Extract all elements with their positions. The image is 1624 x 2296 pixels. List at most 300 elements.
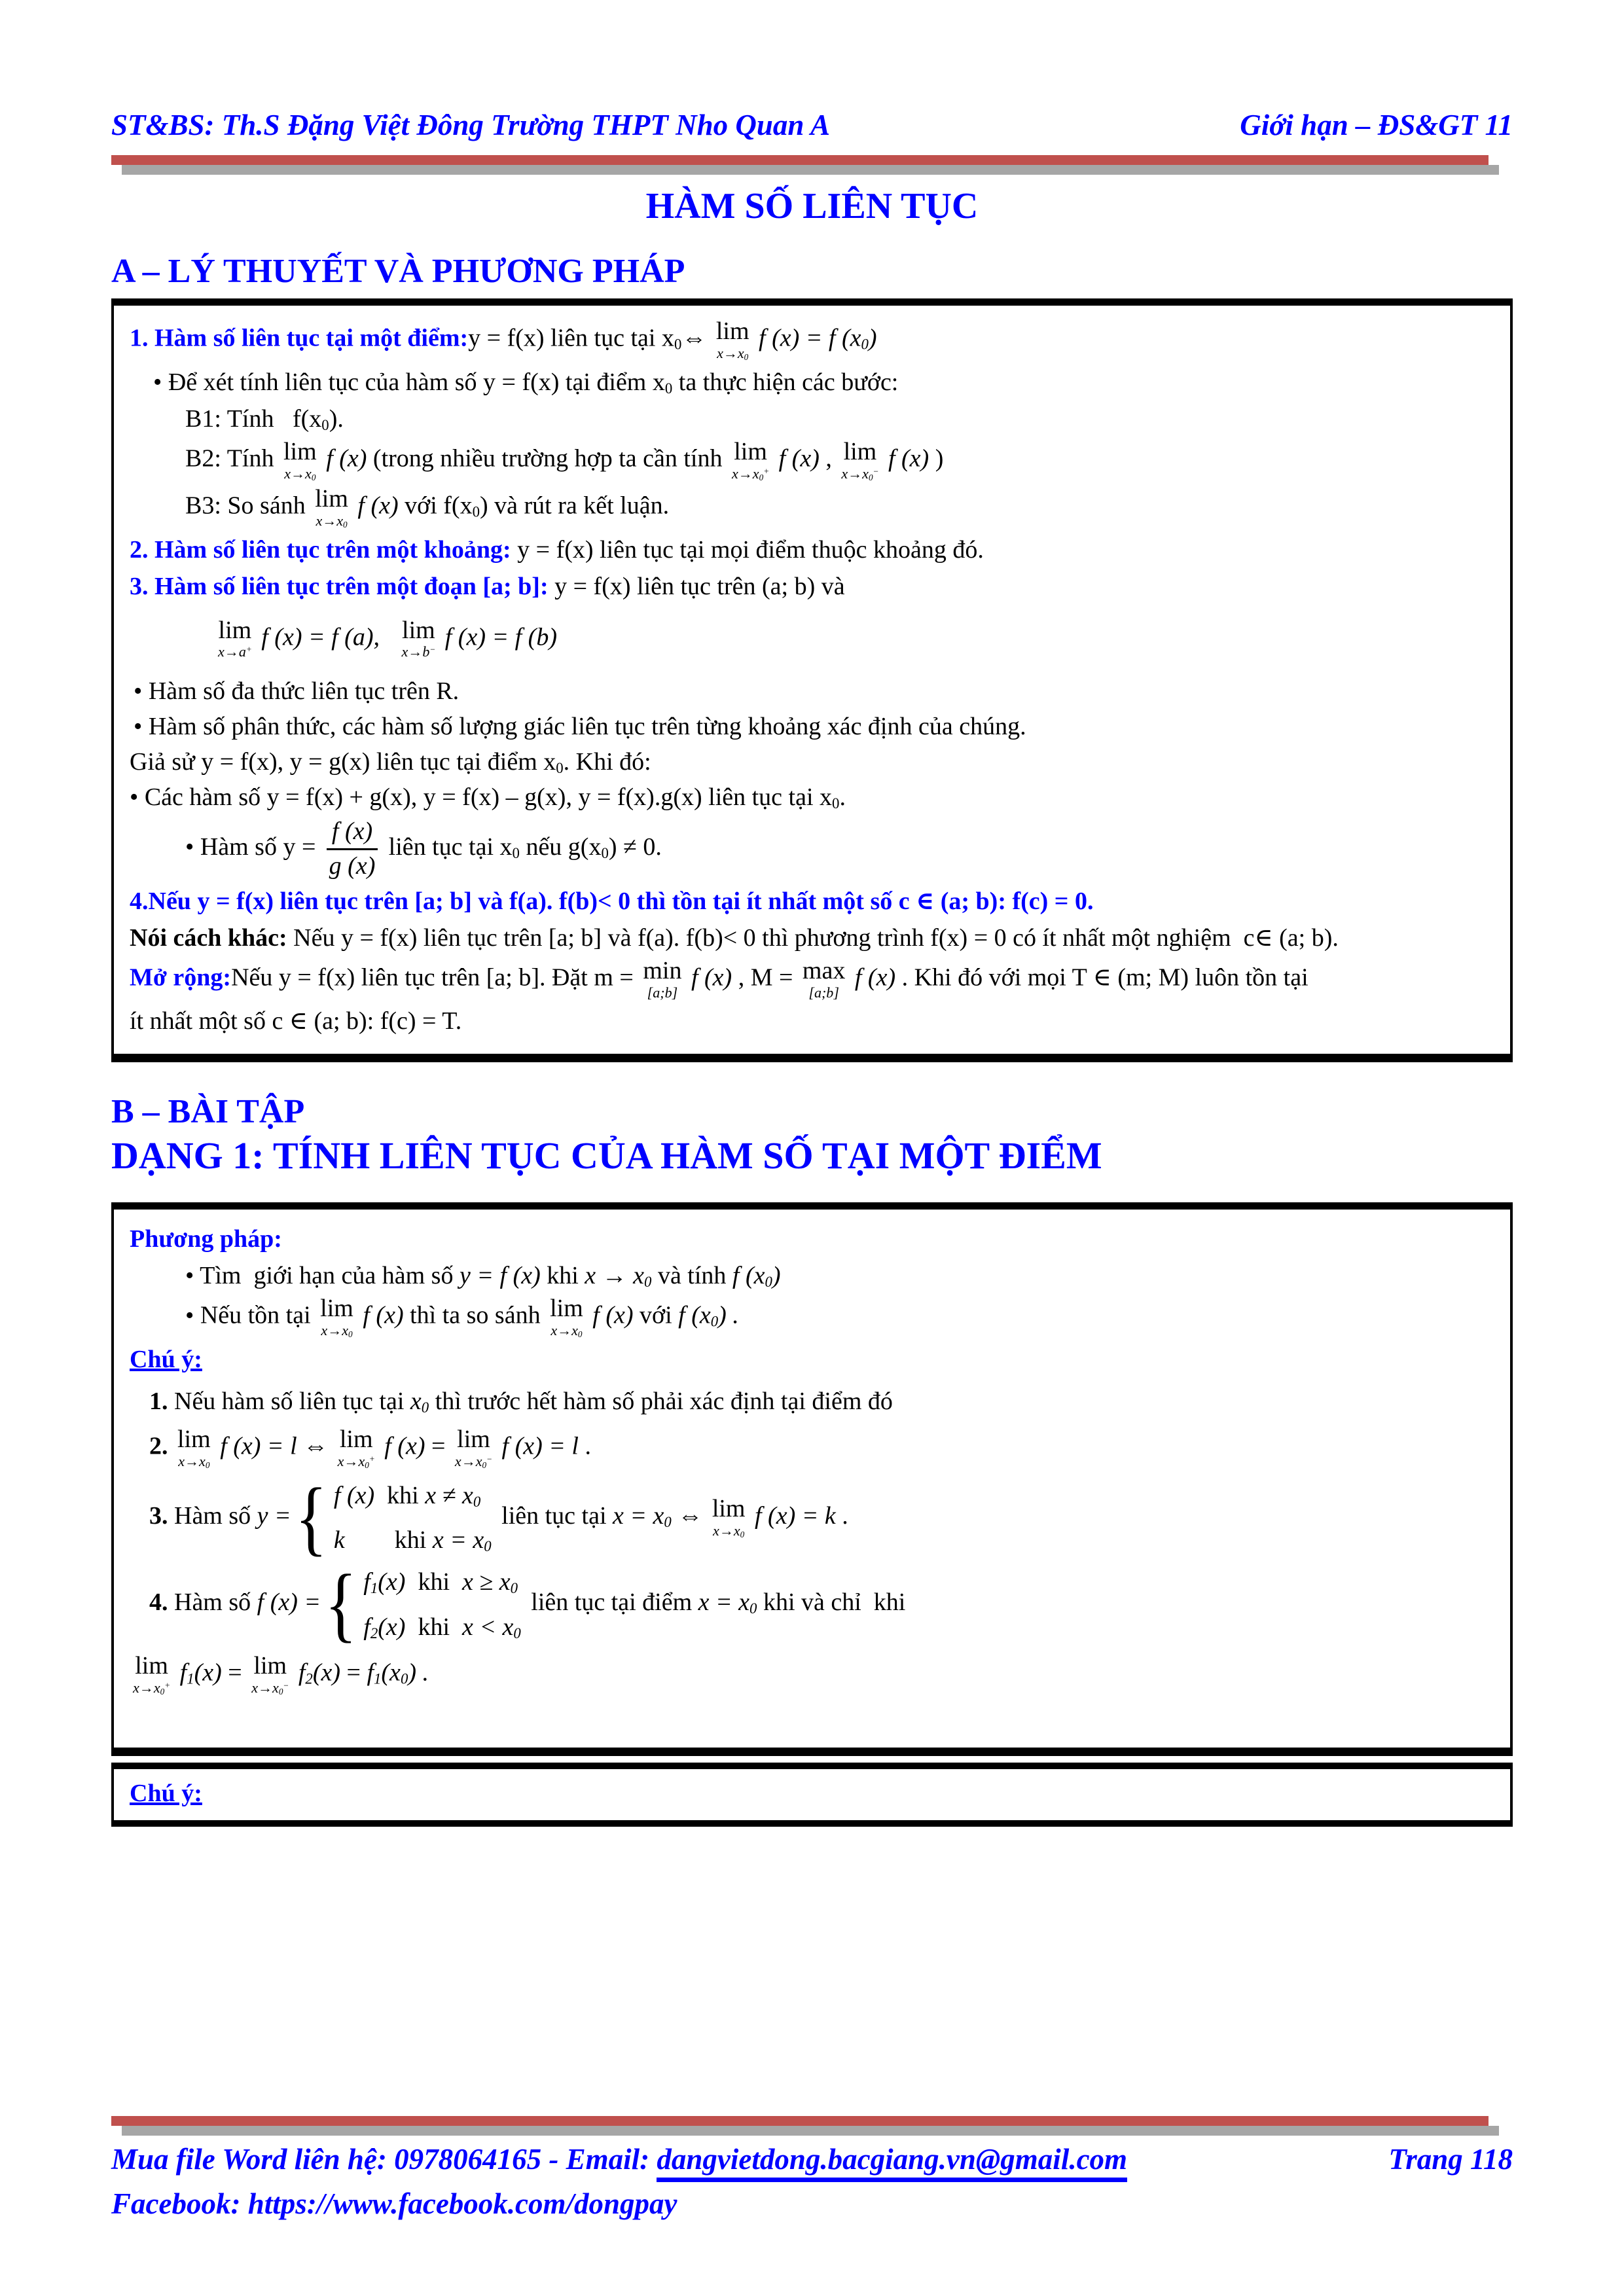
text-run: Phương pháp: [130,1225,282,1253]
text-run: 0 [513,1624,521,1641]
fraction-denominator [329,850,376,881]
text-run: x [284,465,291,482]
text-run: x = x [698,1588,750,1617]
text-run: = [425,1432,452,1460]
text-run: ⇔ [297,1432,334,1460]
text-run: 3. [149,1501,168,1530]
facebook-link[interactable]: https://www.facebook.com/dongpay [247,2187,677,2220]
text-run: b [422,643,430,660]
theory-box [111,298,1513,1062]
text-run: y = f(x) liên tục tại mọi điểm thuộc khoảng đó. [511,536,984,564]
note-box [111,1763,1513,1827]
text-run: 0 [577,1329,583,1339]
operator-under [647,984,678,1001]
text-run: với f(x [398,492,473,520]
dang1-heading: DẠNG 1: TÍNH LIÊN TỤC CỦA HÀM SỐ TẠI MỘT ĐIỂM [111,1134,1102,1177]
operator-under [808,984,839,1001]
text-run: + [369,1454,375,1464]
operator-word: lim [734,438,767,466]
text-run: f [292,1659,306,1687]
text-run: Nói cách khác: [130,924,287,952]
text-run: ) [929,445,944,473]
text-run: 4.Nếu y = f(x) liên tục trên [a; b] và f(a). f(b)< 0 thì tồn tại ít nhất một số c ∈ (a; b): f(c) = 0. [130,887,1094,915]
text-run: 2 [370,1624,378,1641]
cases-row [363,1566,521,1598]
operator-under [402,643,436,660]
text-line [149,1558,1494,1651]
text-line [130,885,1494,918]
text-line [130,1343,1494,1376]
text-run: f (x) = l [496,1432,579,1460]
math-operator [716,319,749,362]
text-run: − [486,1454,493,1464]
text-run: khi [344,1526,433,1554]
text-run: f (x) [586,1301,634,1329]
text-line [134,675,1494,708]
email-link[interactable]: dangvietdong.bacgiang.vn@gmail.com [657,2143,1127,2182]
text-run: nếu g(x [519,833,602,861]
text-run: f (x) = f (x [752,324,861,352]
text-run: f (x) [378,1432,425,1460]
operator-word: lim [135,1651,168,1679]
math-operator [177,1427,211,1470]
operator-word: lim [218,616,252,644]
text-run: x [321,1321,328,1338]
text-run: . Khi đó: [563,748,651,776]
operator-word: lim [715,317,749,345]
text-run: 0 [512,845,520,862]
text-run: , [819,445,839,473]
text-run: f (x) = k [748,1501,836,1530]
text-run: f (x) [848,963,896,992]
text-run: x [841,465,848,482]
text-run: x [550,1321,558,1338]
cases-row [334,1479,492,1512]
text-run: 0 [740,1530,745,1540]
brace-icon: { [295,1471,327,1564]
text-run: thì ta so sánh [403,1301,547,1329]
operator-word: lim [177,1426,211,1454]
cases-row [334,1524,492,1556]
text-run: f (x) [333,1482,375,1510]
text-run: (x) [378,1613,406,1641]
operator-word: lim [550,1294,583,1322]
facebook-label: Facebook: [111,2187,248,2220]
text-run: (x) [312,1659,340,1687]
text-run: → [738,465,753,482]
text-run: f (x) [331,817,373,846]
cases-rows [334,1479,492,1556]
text-line [153,366,1494,399]
text-run: → [139,1679,154,1696]
text-run: x [475,1453,482,1470]
text-run: x [316,512,323,529]
text-line [185,817,1494,880]
text-run: f (x) [351,492,399,520]
text-run: liên tục tại điểm [524,1588,698,1617]
text-run: x [305,465,312,482]
operator-under [321,1322,352,1339]
text-run: → [291,465,306,482]
math-fraction [327,817,378,880]
text-run: Nếu y = f(x) liên tục trên [a; b] và f(a). f(b)< 0 thì phương trình f(x) = 0 có ít nhất một nghiệm c∈ (a; b). [287,924,1339,952]
operator-word: lim [315,485,348,513]
math-operator [550,1296,583,1339]
text-run: 1 [374,1670,382,1687]
math-operator [320,1296,353,1339]
header-rule-shadow [122,165,1499,175]
text-run: ta thực hiện các bước: [672,368,899,396]
text-run: f (x) [882,445,929,473]
text-run: f (x) [356,1301,404,1329]
text-run: 0 [861,336,869,353]
text-run: y = [257,1501,291,1530]
operator-under [133,1679,170,1696]
text-run: (trong nhiều trường hợp ta cần tính [372,445,729,473]
text-run: f (x) = f (b) [439,622,557,651]
text-run: 0 [664,380,673,397]
text-line [185,486,1494,529]
text-run: 0 [601,845,609,862]
footer-contact-prefix: Mua file Word liên hệ: 0978064165 - Email: [111,2143,657,2176]
text-run: Nếu hàm số liên tục tại [168,1387,410,1415]
cases-rows [363,1566,521,1643]
text-run: Hàm số [168,1501,257,1530]
text-run: với [633,1301,679,1329]
text-run: x [251,1679,258,1696]
text-run: Hàm số đa thức liên tục trên R. [148,677,460,705]
text-run: B1: Tính f(x [185,405,322,433]
text-run: 0 [321,417,329,434]
text-run: Hàm số phân thức, các hàm số lượng giác liên tục trên từng khoảng xác định của chúng. [148,712,1026,740]
text-run: Các hàm số y = f(x) + g(x), y = f(x) – g(x), y = f(x).g(x) liên tục tại x [144,783,833,812]
text-run: − [873,466,879,476]
math-operator [218,618,252,660]
text-run: Giả sử y = f(x), y = g(x) liên tục tại điểm x [130,748,556,776]
text-line [215,618,1494,660]
text-run: khi [405,1568,462,1596]
text-run: Chú ý: [130,1345,202,1373]
text-run: → [461,1453,476,1470]
text-run: x [401,643,408,660]
page-header [111,108,1513,142]
operator-word: lim [457,1426,490,1454]
text-run: f (x) = f (a), [255,622,399,651]
text-run: khi [374,1482,425,1510]
text-run: = [221,1659,249,1687]
text-run: x [178,1453,185,1470]
operator-under [713,1522,744,1539]
text-run: x [199,1453,206,1470]
operator-under [251,1679,289,1696]
text-run: Nếu tồn tại [200,1301,317,1329]
text-run: 0 [664,1514,672,1530]
text-run: g (x) [329,852,376,880]
operator-under [841,465,878,482]
text-run: 0 [400,1670,408,1687]
text-run: 3. Hàm số liên tục trên một đoạn [a; b]: [130,573,549,601]
text-line [134,710,1494,743]
text-run: B2: Tính [185,445,280,473]
page-footer [111,2142,1513,2221]
text-run: . [835,1501,848,1530]
text-run: → [185,1453,200,1470]
text-run: f [363,1568,370,1596]
text-run: x [153,1679,160,1696]
text-run: x [133,1679,139,1696]
math-operator [315,486,348,529]
text-run: khi và chỉ khi [757,1588,906,1617]
method-box [111,1202,1513,1756]
header-subject: Giới hạn – ĐS&GT 11 [1240,109,1513,141]
text-run: khi [540,1261,585,1289]
text-line [130,958,1494,1001]
footer-contact-line [111,2142,1513,2176]
text-run: x ≥ x [462,1568,511,1596]
text-run: . [839,783,846,812]
text-run: (x [381,1659,401,1687]
text-run: → [848,465,863,482]
operator-word: lim [402,616,435,644]
text-run: 2. [149,1432,168,1460]
text-run: 0 [421,1399,429,1416]
footer-rule-shadow [122,2126,1499,2136]
math-operator [402,618,436,660]
text-run: k [333,1526,345,1554]
text-line [185,1259,1494,1292]
section-b-heading: B – BÀI TẬP [111,1092,305,1130]
text-run: ⇔ [671,1501,709,1530]
text-run: f (x [678,1301,711,1329]
text-run: 0 [160,1686,165,1696]
operator-word: max [802,957,846,985]
text-line [130,1005,1494,1037]
page-number: Trang 118 [1388,2143,1513,2176]
text-run: f [363,1613,370,1641]
text-run: → [322,512,337,529]
text-run: 0 [710,1313,719,1330]
text-run: y = f(x) liên tục tại x [468,324,674,352]
text-run: x [731,465,738,482]
text-run: x [737,344,744,361]
text-run: Tìm giới hạn của hàm số [200,1261,460,1289]
operator-word: lim [283,438,317,466]
text-run: x [358,1453,365,1470]
math-operator [803,958,845,1001]
text-run: Mở rộng: [130,963,232,992]
text-run: ). [329,405,344,433]
text-run: x [342,1321,348,1338]
operator-word: lim [712,1495,746,1523]
text-run: → [258,1679,273,1696]
text-line [130,1777,1494,1810]
text-run [168,1433,175,1460]
math-operator [841,439,878,482]
text-run: 0 [205,1460,210,1470]
text-run: 0 [472,504,480,520]
text-run: Hàm số [168,1588,257,1617]
text-run: x = x [432,1526,484,1554]
text-line [130,319,1494,362]
header-rule-red [111,155,1489,165]
text-run: + [245,644,252,655]
text-line [130,922,1494,954]
text-run: x [717,344,723,361]
text-run: 0 [343,520,348,530]
text-run: + [164,1680,171,1691]
cases-row [363,1611,521,1643]
operator-under [732,465,769,482]
text-run: liên tục tại x [382,833,513,861]
text-line [130,1223,1494,1255]
operator-under [717,345,748,362]
text-run: [a;b] [647,984,678,1001]
operator-under [550,1322,582,1339]
operator-under [455,1453,492,1470]
text-run: 4. [149,1588,168,1617]
text-run: 0 [868,473,873,483]
text-run: 1 [370,1580,378,1597]
text-run: ) [772,1261,781,1289]
text-line [130,1653,1494,1696]
text-run: f [173,1659,187,1687]
text-run: 0 [473,1494,481,1511]
document-body [111,185,1513,1827]
math-operator [455,1427,492,1470]
text-run: 2. Hàm số liên tục trên một khoảng: [130,536,511,564]
math-operator [712,1496,746,1539]
operator-under [284,465,316,482]
text-run: 1 [187,1670,194,1687]
brace-icon: { [325,1558,357,1651]
text-run: = [340,1659,367,1687]
text-run: x [454,1453,461,1470]
text-run: Chú ý: [130,1779,202,1807]
text-run: − [283,1680,289,1691]
text-run: . Khi đó với mọi T ∈ (m; M) luôn tồn tại [895,963,1308,992]
text-run: (x) [194,1659,222,1687]
text-run: B3: So sánh [185,492,312,520]
text-run: x [713,1522,719,1539]
text-run: 0 [744,351,749,362]
section-a-heading: A – LÝ THUYẾT VÀ PHƯƠNG PHÁP [111,253,685,290]
math-operator [643,958,681,1001]
text-run: f (x) = l [213,1432,297,1460]
text-run: 1. Hàm số liên tục tại một điểm: [130,324,469,352]
text-run: , M = [732,963,799,992]
text-line [130,745,1494,778]
text-run: → [344,1453,359,1470]
text-run: → [224,643,239,660]
text-run: x [410,1387,422,1415]
text-run: 1. [149,1387,168,1415]
math-cases [295,1471,492,1564]
operator-word: lim [320,1294,353,1322]
math-operator [251,1653,289,1696]
text-run: x [752,465,759,482]
math-operator [133,1653,170,1696]
text-run: 0 [759,473,764,483]
text-run: 0 [556,760,564,777]
math-operator [338,1427,375,1470]
text-run: → [327,1321,342,1338]
text-run: y = f (x) [459,1261,541,1289]
text-run: f (x) [685,963,732,992]
text-run: 0 [765,1273,772,1290]
text-run: 2 [305,1670,313,1687]
text-run: x [272,1679,279,1696]
text-run: ⇔ [681,324,713,352]
text-run: f (x) [772,445,820,473]
text-run: → [408,643,423,660]
text-line [149,1427,1494,1470]
text-run: x [337,1453,344,1470]
text-run: 0 [348,1329,353,1339]
text-run: Hàm số y = [200,833,322,861]
text-run: f (x [732,1261,765,1289]
text-run: ) ≠ 0. [608,833,662,861]
header-author: ST&BS: Th.S Đặng Việt Đông Trường THPT Nho Quan A [111,109,830,141]
text-run: x [862,465,869,482]
text-line [185,1296,1494,1339]
page-title: HÀM SỐ LIÊN TỤC [645,186,979,226]
text-run: 0 [311,473,316,483]
text-run: f (x) = [257,1588,321,1617]
footer-rule-red [111,2116,1489,2126]
text-run: 0 [278,1686,283,1696]
text-run: 0 [484,1538,492,1555]
text-run: ít nhất một số c ∈ (a; b): f(c) = T. [130,1007,462,1035]
operator-under [178,1453,209,1470]
text-run: y = f(x) liên tục trên (a; b) và [548,573,845,601]
text-run: ) . [408,1659,429,1687]
fraction-numerator [327,817,378,850]
footer-contact [111,2142,1127,2176]
text-run: Để xét tính liên tục của hàm số y = f(x) tại điểm x [168,368,665,396]
text-run: x = x [613,1501,664,1530]
text-run: [a;b] [808,984,839,1001]
operator-word: lim [253,1651,287,1679]
operator-under [218,643,252,660]
text-run: thì trước hết hàm số phải xác định tại điểm đó [429,1387,893,1415]
text-line [185,439,1494,482]
text-run: ) . [718,1301,739,1329]
operator-word: lim [843,438,877,466]
footer-facebook-line [111,2187,1513,2221]
operator-under [316,512,347,529]
text-run: − [429,644,436,655]
text-run: + [763,466,770,476]
text-run: 0 [644,1273,652,1290]
text-run: x ≠ x [425,1482,473,1510]
text-run: f (x) [319,445,373,473]
math-operator [283,439,317,482]
text-run: ) và rút ra kết luận. [480,492,670,520]
text-line [149,1471,1494,1564]
text-line [130,781,1494,814]
text-run: x < x [462,1613,514,1641]
text-run: x [336,512,344,529]
text-line [130,570,1494,603]
text-run: 0 [510,1580,518,1597]
text-line [130,533,1494,566]
text-run: → [557,1321,572,1338]
operator-under [338,1453,375,1470]
text-run: và tính [651,1261,732,1289]
text-line [185,403,1494,435]
text-run: → [719,1522,734,1539]
text-run: ) [868,324,877,352]
